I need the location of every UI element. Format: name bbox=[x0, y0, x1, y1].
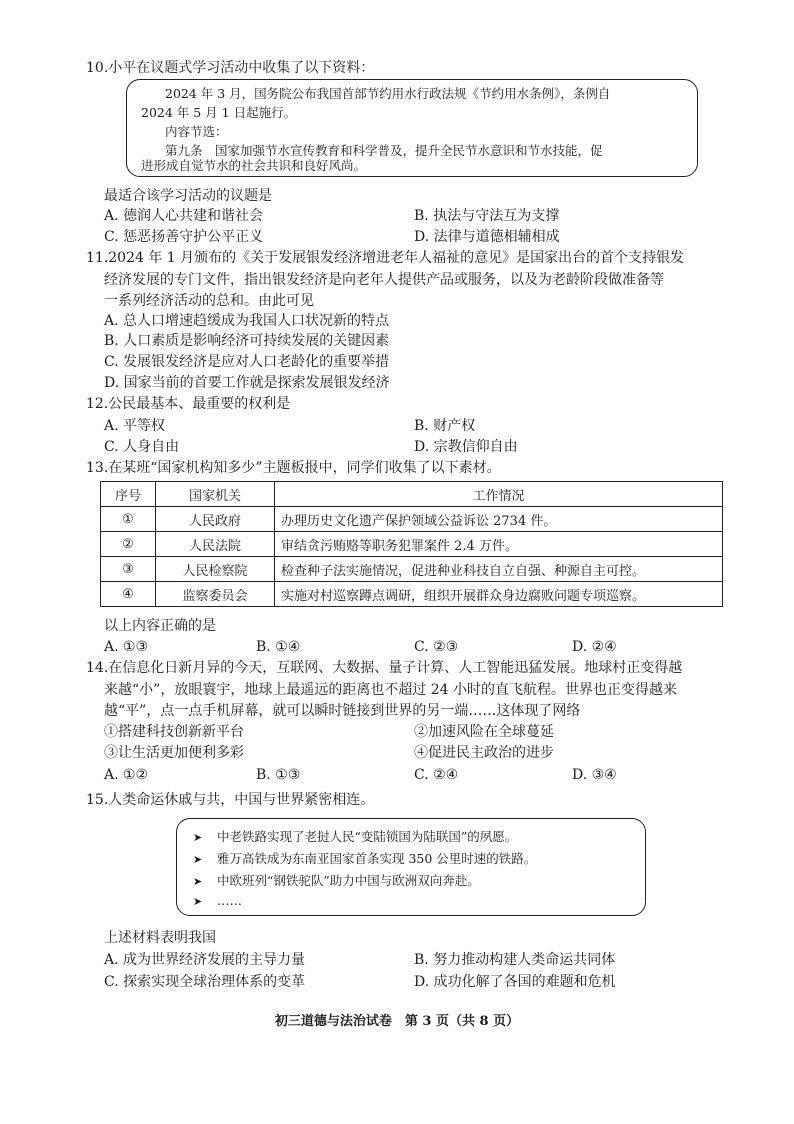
q15-option-b: B. 努力推动构建人类命运共同体 bbox=[414, 952, 616, 968]
q13-table bbox=[100, 481, 723, 607]
table-cell-number: ③ bbox=[101, 557, 156, 582]
q15-material-text: …… bbox=[217, 893, 242, 908]
table-header-work: 工作情况 bbox=[275, 482, 723, 507]
q15-question: 上述材料表明我国 bbox=[104, 930, 216, 946]
q10-material-line-5: 进形成自觉节水的社会共识和良好风尚。 bbox=[141, 158, 367, 173]
q13-option-a: A. ①③ bbox=[104, 639, 149, 655]
table-cell-number: ① bbox=[101, 507, 156, 532]
q15-material-item bbox=[193, 827, 517, 848]
q10-material-box bbox=[126, 79, 698, 177]
q14-item-2: ②加速风险在全球蔓延 bbox=[414, 724, 554, 740]
q12-option-c: C. 人身自由 bbox=[104, 439, 180, 455]
q10-material-line-2: 2024 年 5 月 1 日起施行。 bbox=[141, 105, 297, 120]
q15-material-text: 雅万高铁成为东南亚国家首条实现 350 公里时速的铁路。 bbox=[217, 851, 537, 866]
table-cell-organ: 人民政府 bbox=[156, 507, 275, 532]
q12-stem: 12.公民最基本、最重要的权利是 bbox=[86, 396, 291, 412]
page-footer: 初三道德与法治试卷 第 3 页（共 8 页） bbox=[274, 1014, 520, 1029]
q12-option-a: A. 平等权 bbox=[104, 418, 166, 434]
table-cell-work: 审结贪污贿赂等职务犯罪案件 2.4 万件。 bbox=[275, 532, 723, 557]
table-cell-work: 实施对村巡察蹲点调研，组织开展群众身边腐败问题专项巡察。 bbox=[275, 582, 723, 607]
q11-stem-line-2: 经济发展的专门文件，指出银发经济是向老年人提供产品或服务，以及为老龄阶段做准备等 bbox=[104, 272, 664, 288]
q10-option-c: C. 惩恶扬善守护公平正义 bbox=[104, 229, 264, 245]
q10-material-line-4: 第九条 国家加强节水宣传教育和科学普及，提升全民节水意识和节水技能，促 bbox=[165, 143, 603, 158]
table-row bbox=[101, 582, 723, 607]
q11-option-c: C. 发展银发经济是应对人口老龄化的重要举措 bbox=[104, 354, 390, 370]
q14-option-a: A. ①② bbox=[104, 767, 149, 783]
q14-option-b: B. ①③ bbox=[256, 767, 301, 783]
q14-item-4: ④促进民主政治的进步 bbox=[414, 745, 554, 761]
q14-item-3: ③让生活更加便利多彩 bbox=[104, 745, 244, 761]
table-row bbox=[101, 557, 723, 582]
q13-stem: 13.在某班“国家机构知多少”主题板报中，同学们收集了以下素材。 bbox=[86, 460, 501, 476]
q14-option-c: C. ②④ bbox=[414, 767, 459, 783]
q11-option-b: B. 人口素质是影响经济可持续发展的关键因素 bbox=[104, 333, 390, 349]
q12-option-b: B. 财产权 bbox=[414, 418, 476, 434]
q15-option-a: A. 成为世界经济发展的主导力量 bbox=[104, 952, 306, 968]
q15-material-item bbox=[193, 871, 480, 892]
q10-option-d: D. 法律与道德相辅相成 bbox=[414, 229, 560, 245]
q14-stem-line-1: 14.在信息化日新月异的今天，互联网、大数据、量子计算、人工智能迅猛发展。地球村正变得越 bbox=[86, 660, 683, 676]
table-row bbox=[101, 532, 723, 557]
q14-option-d: D. ③④ bbox=[572, 767, 617, 783]
q15-option-d: D. 成功化解了各国的难题和危机 bbox=[414, 974, 616, 990]
q10-option-b: B. 执法与守法互为支撑 bbox=[414, 208, 560, 224]
arrow-bullet-icon: ➤ bbox=[193, 831, 203, 844]
q11-stem-line-3: 一系列经济活动的总和。由此可见 bbox=[104, 293, 314, 309]
q14-stem-line-2: 来越“小”，放眼寰宇，地球上最遥远的距离也不超过 24 小时的直飞航程。世界也正变得越来 bbox=[104, 682, 678, 698]
table-cell-work: 办理历史文化遗产保护领域公益诉讼 2734 件。 bbox=[275, 507, 723, 532]
q15-material-item bbox=[193, 891, 242, 912]
q11-option-a: A. 总人口增速趋缓成为我国人口状况新的特点 bbox=[104, 313, 390, 329]
q15-option-c: C. 探索实现全球治理体系的变革 bbox=[104, 974, 306, 990]
arrow-bullet-icon: ➤ bbox=[193, 875, 203, 888]
q15-material-box bbox=[176, 818, 646, 916]
q11-stem-line-1: 11.2024 年 1 月颁布的《关于发展银发经济增进老年人福祉的意见》是国家出台的首个支持银发 bbox=[86, 250, 685, 266]
arrow-bullet-icon: ➤ bbox=[193, 895, 203, 908]
table-header-number: 序号 bbox=[101, 482, 156, 507]
table-cell-work: 检查种子法实施情况，促进种业科技自立自强、种源自主可控。 bbox=[275, 557, 723, 582]
q12-option-d: D. 宗教信仰自由 bbox=[414, 439, 518, 455]
q14-item-1: ①搭建科技创新新平台 bbox=[104, 724, 244, 740]
q13-option-b: B. ①④ bbox=[256, 639, 301, 655]
q13-option-d: D. ②④ bbox=[572, 639, 617, 655]
q14-stem-line-3: 越“平”，点一点手机屏幕，就可以瞬时链接到世界的另一端……这体现了网络 bbox=[104, 703, 581, 719]
table-cell-organ: 人民法院 bbox=[156, 532, 275, 557]
table-cell-organ: 监察委员会 bbox=[156, 582, 275, 607]
q10-stem: 10.小平在议题式学习活动中收集了以下资料： bbox=[86, 60, 375, 76]
q10-material-line-1: 2024 年 3 月，国务院公布我国首部节约用水行政法规《节约用水条例》，条例自 bbox=[165, 86, 611, 101]
table-cell-number: ④ bbox=[101, 582, 156, 607]
q10-material-line-3: 内容节选： bbox=[165, 124, 228, 139]
table-row bbox=[101, 507, 723, 532]
q15-material-text: 中老铁路实现了老挝人民“变陆锁国为陆联国”的夙愿。 bbox=[217, 829, 518, 844]
table-header-row bbox=[101, 482, 723, 507]
q10-question: 最适合该学习活动的议题是 bbox=[104, 188, 272, 204]
table-cell-number: ② bbox=[101, 532, 156, 557]
q13-question: 以上内容正确的是 bbox=[104, 618, 216, 634]
q15-material-text: 中欧班列“钢铁驼队”助力中国与欧洲双向奔赴。 bbox=[217, 873, 480, 888]
q15-material-item bbox=[193, 849, 536, 870]
table-cell-organ: 人民检察院 bbox=[156, 557, 275, 582]
q13-option-c: C. ②③ bbox=[414, 639, 459, 655]
q10-option-a: A. 德润人心共建和谐社会 bbox=[104, 208, 264, 224]
q15-stem: 15.人类命运休戚与共，中国与世界紧密相连。 bbox=[86, 792, 375, 808]
table-header-organ: 国家机关 bbox=[156, 482, 275, 507]
q11-option-d: D. 国家当前的首要工作就是探索发展银发经济 bbox=[104, 375, 390, 391]
arrow-bullet-icon: ➤ bbox=[193, 853, 203, 866]
